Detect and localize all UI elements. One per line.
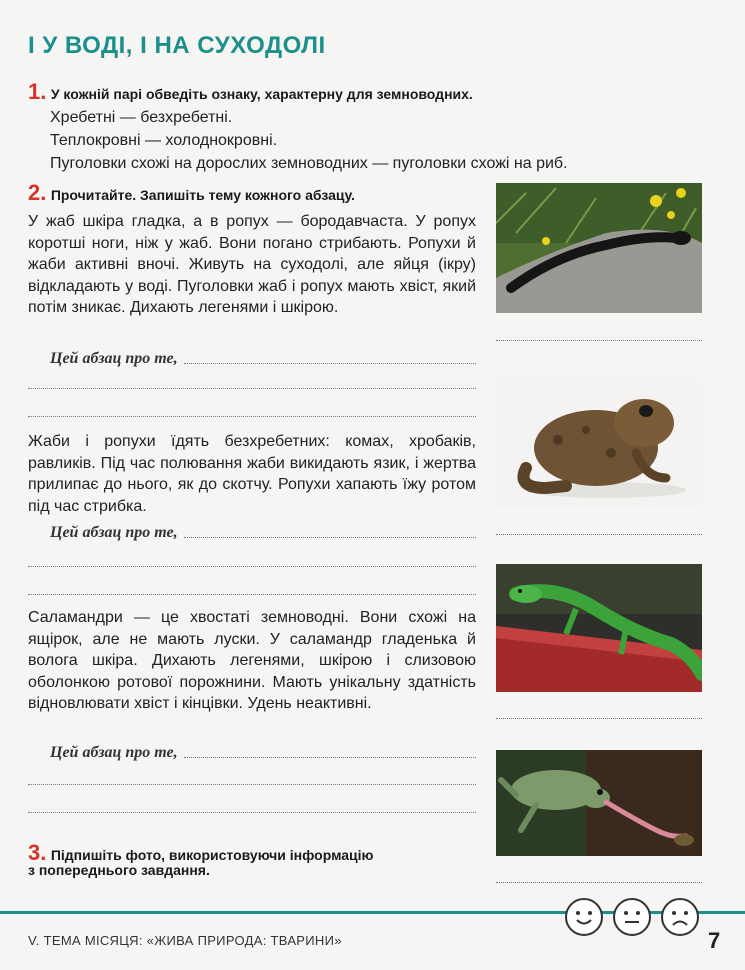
answer-line[interactable]: [28, 416, 476, 417]
answer-prompt-1: Цей абзац про те,: [50, 350, 178, 367]
paragraph-3: Саламандри — це хвостаті земноводні. Вони схожі на ящірок, але не мають луски. У саламандр гладенька й волога шкіра. Дихають легенями, шкірою і слизовою оболонкою ротової порожнини. Мають унікальну здатність відновлювати хвіст і кінцівки. Удень неактивні.: [28, 609, 476, 713]
task2-label: Прочитайте. Запишіть тему кожного абзацу.: [50, 187, 355, 203]
paragraph-2: Жаби і ропухи їдять безхребетних: комах, хробаків, равликів. Під час полювання жаби викидають язик, і жертва прилипає до нього, як до скотчу. Ропухи хапають їжу ротом під час стрибка.: [28, 433, 476, 515]
task1-header: [28, 79, 473, 105]
answer-line[interactable]: [184, 363, 476, 364]
photo-caption-line-2[interactable]: [496, 534, 702, 535]
task2-header: [28, 180, 355, 206]
photo-caption-line-4[interactable]: [496, 882, 702, 883]
lizard-photo: [496, 564, 702, 692]
pair-1[interactable]: Хребетні — безхребетні.: [50, 109, 233, 126]
frog-catching-prey-photo: [496, 750, 702, 856]
task3-label-2: з попереднього завдання.: [28, 862, 210, 878]
salamander-photo: [496, 183, 702, 313]
neutral-face-icon[interactable]: [613, 898, 651, 936]
photo-caption-line-3[interactable]: [496, 718, 702, 719]
answer-line[interactable]: [184, 757, 476, 758]
pair-2[interactable]: Теплокровні — холоднокровні.: [50, 132, 278, 149]
answer-row-3: [50, 744, 476, 762]
photo-caption-line-1[interactable]: [496, 340, 702, 341]
task1-number: 1.: [28, 79, 47, 104]
answer-prompt-3: Цей абзац про те,: [50, 744, 178, 761]
answer-line[interactable]: [28, 784, 476, 785]
answer-row-2: [50, 524, 476, 542]
answer-line[interactable]: [184, 537, 476, 538]
task3-label-1: Підпишіть фото, використовуючи інформацію: [50, 847, 374, 863]
pair-3[interactable]: Пуголовки схожі на дорослих земноводних — пуголовки схожі на риб.: [50, 155, 568, 172]
task3-number: 3.: [28, 840, 47, 865]
answer-line[interactable]: [28, 594, 476, 595]
footer-section-title: V. ТЕМА МІСЯЦЯ: «ЖИВА ПРИРОДА: ТВАРИНИ»: [28, 933, 342, 948]
answer-line[interactable]: [28, 812, 476, 813]
happy-face-icon[interactable]: [565, 898, 603, 936]
task2-number: 2.: [28, 180, 47, 205]
toad-photo: [496, 378, 702, 508]
task1-label: У кожній парі обведіть ознаку, характерну для земноводних.: [50, 86, 473, 102]
answer-line[interactable]: [28, 388, 476, 389]
sad-face-icon[interactable]: [661, 898, 699, 936]
paragraph-1: У жаб шкіра гладка, а в ропух — бородавчаста. У ропух коротші ноги, ніж у жаб. Вони погано стрибають. Ропухи й жаби активні вночі. Живуть на суходолі, але яйця (ікру) відкладають у воді. Пуголовки жаб і ропух мають хвіст, який потім зникає. Дихають легенями і шкірою.: [28, 213, 476, 317]
answer-prompt-2: Цей абзац про те,: [50, 524, 178, 541]
page-title: І У ВОДІ, І НА СУХОДОЛІ: [28, 32, 326, 59]
answer-row-1: [50, 350, 476, 368]
page-number: 7: [708, 928, 721, 953]
answer-line[interactable]: [28, 566, 476, 567]
